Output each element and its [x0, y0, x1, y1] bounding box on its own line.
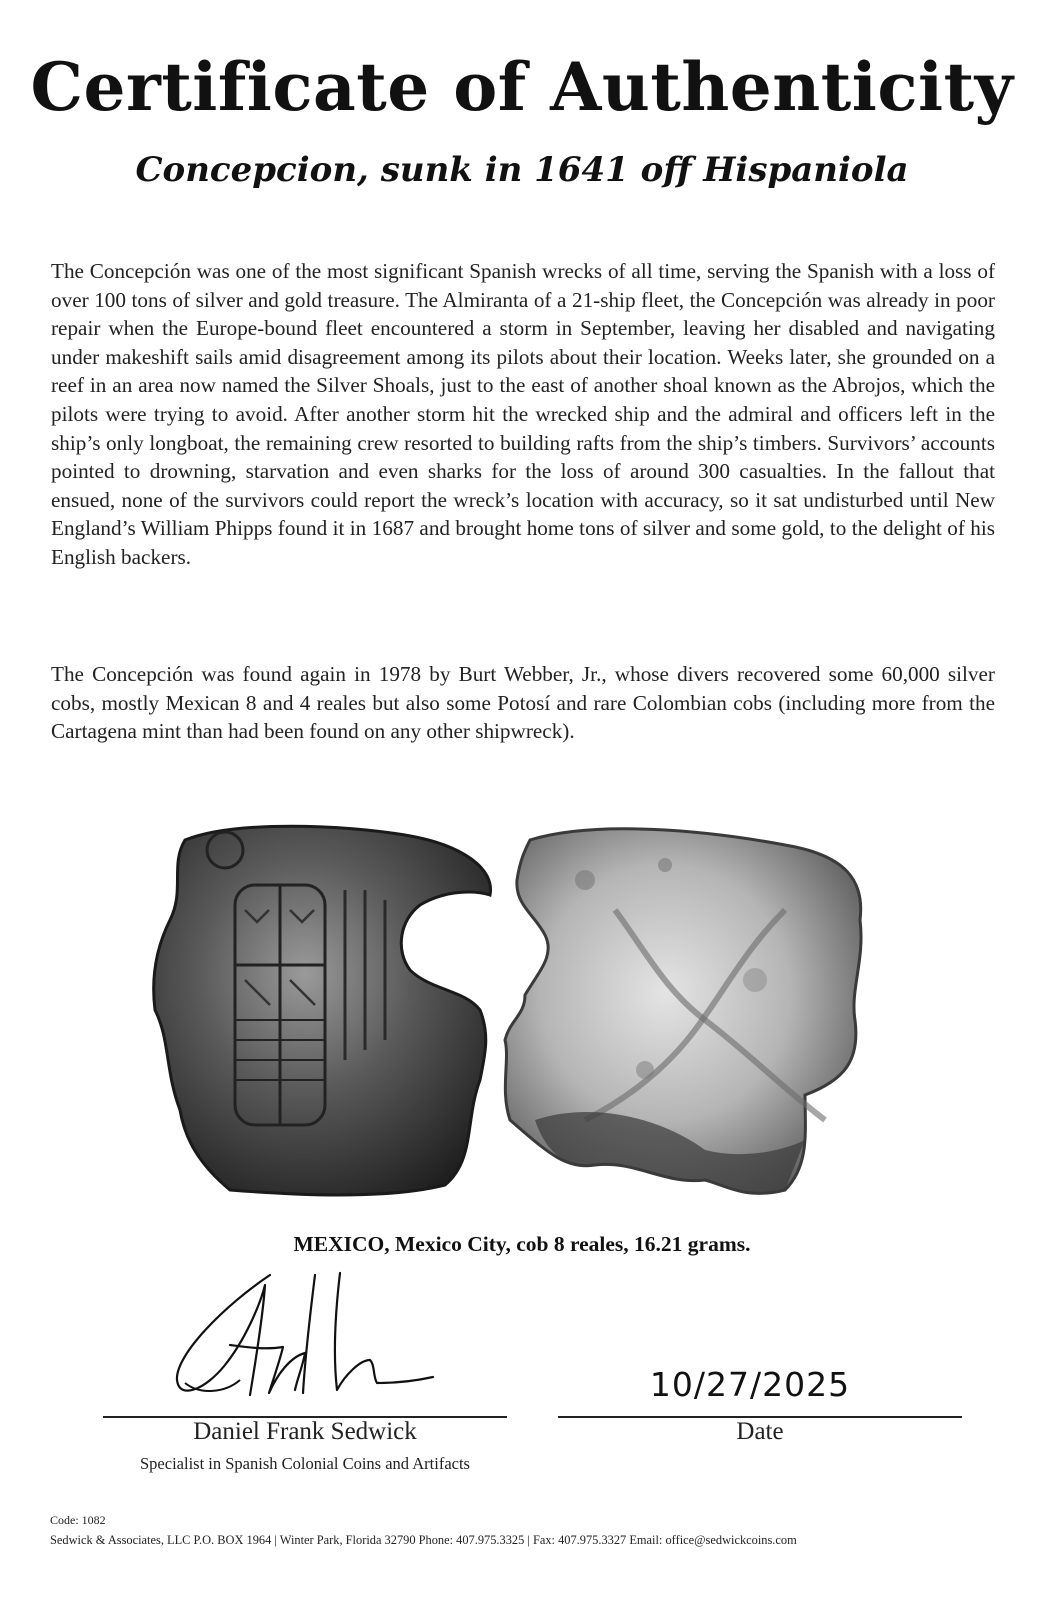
certificate-code: Code: 1082: [50, 1513, 106, 1527]
coin-caption: MEXICO, Mexico City, cob 8 reales, 16.21 grams.: [293, 1232, 751, 1256]
discovery-paragraph: The Concepción was found again in 1978 by Burt Webber, Jr., whose divers recovered some 60,000 silver cobs, mostly Mexican 8 and 4 reales but also some Potosí and rare Colombian cobs (including more from the Cartagena mint than had been found on any other shipwreck).: [51, 662, 995, 744]
history-paragraph: The Concepción was one of the most significant Spanish wrecks of all time, serving the Spanish with a loss of over 100 tons of silver and gold treasure. The Almiranta of a 21-ship fleet, the Concepción was already in poor repair when the Europe-bound fleet encountered a storm in September, leaving her disabled and navigating under makeshift sails amid disagreement among its pilots about their location. Weeks later, she grounded on a reef in an area now named the Silver Shoals, just to the east of another shoal known as the Abrojos, which the pilots were trying to avoid. After another storm hit the wrecked ship and the admiral and officers left in the ship’s only longboat, the remaining crew resorted to building rafts from the ship’s timbers. Survivors’ accounts pointed to drowning, starvation and even sharks for the loss of around 300 casualties. In the fallout that ensued, none of the survivors could report the wreck’s location with accuracy, so it sat undisturbed until New England’s William Phipps found it in 1687 and brought home tons of silver and some gold, to the delight of his English backers.: [51, 259, 995, 569]
date-value: 10/27/2025: [649, 1365, 851, 1404]
certificate-title: Certificate of Authenticity: [30, 48, 1014, 126]
signature-image: [165, 1265, 435, 1410]
date-label: Date: [736, 1418, 784, 1445]
signer-name: Daniel Frank Sedwick: [193, 1418, 417, 1445]
company-contact: Sedwick & Associates, LLC P.O. BOX 1964 | Winter Park, Florida 32790 Phone: 407.975.3325 | Fax: 407.975.3327 Email: office@sedwickcoins.com: [50, 1533, 797, 1547]
certificate-subtitle: Concepcion, sunk in 1641 off Hispaniola: [135, 150, 909, 190]
coin-photos: [145, 820, 895, 1220]
coin-images: [145, 820, 895, 1220]
signer-title: Specialist in Spanish Colonial Coins and Artifacts: [140, 1454, 470, 1473]
coin-obverse-image: [154, 826, 491, 1195]
coin-reverse-image: [505, 829, 861, 1194]
